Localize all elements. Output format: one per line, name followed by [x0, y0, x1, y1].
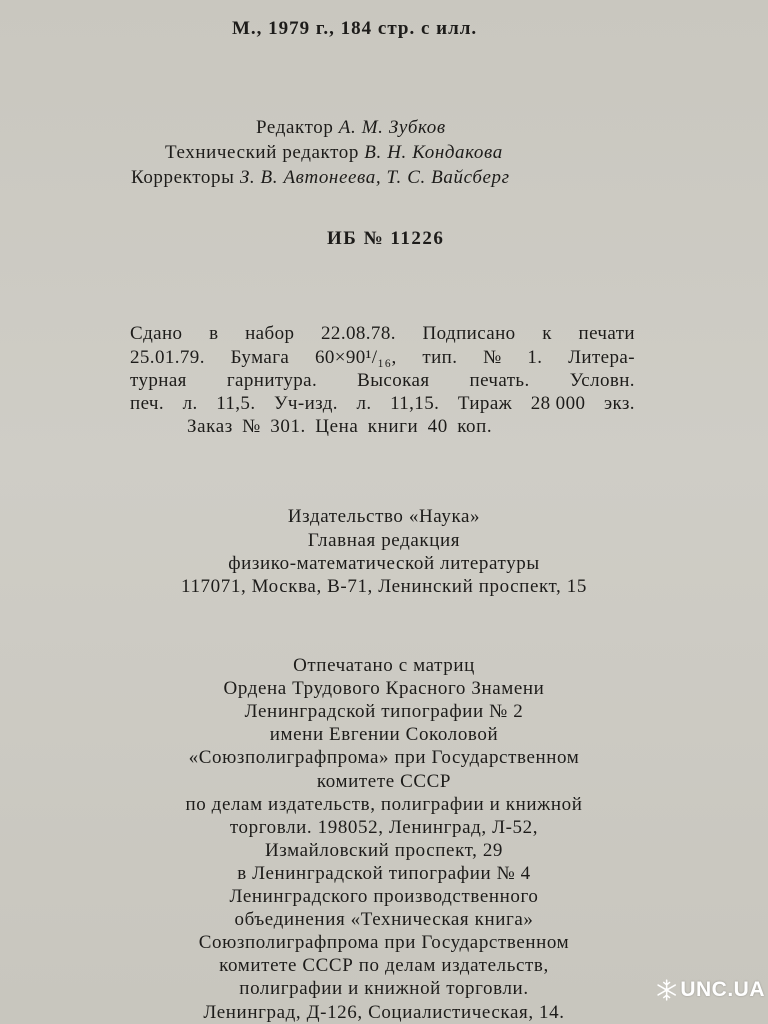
printing-line: Ленинградского производственного — [229, 886, 539, 907]
printing-line: полиграфии и книжной торговли. — [239, 978, 529, 1000]
watermark-text: UNC.UA — [680, 978, 765, 1001]
printing-line: Ленинградской типографии № 2 — [244, 701, 524, 723]
printing-line: Союзполиграфпрома при Государственном — [198, 932, 570, 954]
ib-number: ИБ № 11226 — [327, 228, 445, 249]
printing-line: имени Евгении Соколовой — [269, 724, 499, 746]
snowflake-icon — [655, 970, 678, 1010]
watermark — [655, 968, 765, 1012]
publisher-name: Издательство «Наука» — [287, 506, 481, 527]
print-info-line-2: 25.01.79. Бумага 60×90¹/₁₆, тип. № 1. Литера- — [130, 347, 635, 368]
printing-line: Ордена Трудового Красного Знамени — [223, 678, 545, 700]
print-info-line-4: печ. л. 11,5. Уч-изд. л. 11,15. Тираж 28 000 экз. — [130, 393, 635, 414]
publisher-line-2: Главная редакция — [307, 530, 461, 551]
printing-line: объединения «Техническая книга» — [234, 909, 534, 931]
publisher-address: 117071, Москва, В-71, Ленинский проспект, 15 — [181, 576, 587, 597]
tech-editor-line — [165, 142, 503, 164]
tech-editor-label: Технический редактор — [165, 142, 359, 163]
editor-line — [256, 117, 446, 139]
proofreaders-label: Корректоры — [131, 167, 235, 188]
printing-line: торговли. 198052, Ленинград, Л-52, — [229, 816, 539, 838]
printing-line: «Союзполиграфпрома» при Государственном — [188, 747, 580, 769]
printing-line: по делам издательств, полиграфии и книжной — [185, 793, 583, 815]
print-info-line-5: Заказ № 301. Цена книги 40 коп. — [187, 416, 493, 437]
printing-line: Отпечатано с матриц — [293, 655, 475, 676]
print-info-line-1: Сдано в набор 22.08.78. Подписано к печати — [130, 323, 635, 344]
editor-name: А. М. Зубков — [338, 117, 446, 138]
print-info-line-3: турная гарнитура. Высокая печать. Условн. — [130, 370, 635, 391]
editor-label: Редактор — [256, 117, 334, 138]
printing-line: комитете СССР — [316, 770, 452, 792]
printing-line: в Ленинградской типографии № 4 — [237, 862, 531, 884]
printing-line: комитете СССР по делам издательств, — [219, 955, 549, 977]
printing-line: Измайловский проспект, 29 — [264, 839, 504, 861]
proofreaders-names: З. В. Автонеева, Т. С. Вайсберг — [239, 167, 510, 188]
proofreaders-line — [131, 167, 510, 189]
tech-editor-name: В. Н. Кондакова — [364, 142, 503, 163]
printing-line: Ленинград, Д-126, Социалистическая, 14. — [203, 1001, 565, 1023]
publisher-line-3: физико-математической литературы — [228, 553, 540, 574]
edition-line: М., 1979 г., 184 стр. с илл. — [232, 18, 478, 39]
